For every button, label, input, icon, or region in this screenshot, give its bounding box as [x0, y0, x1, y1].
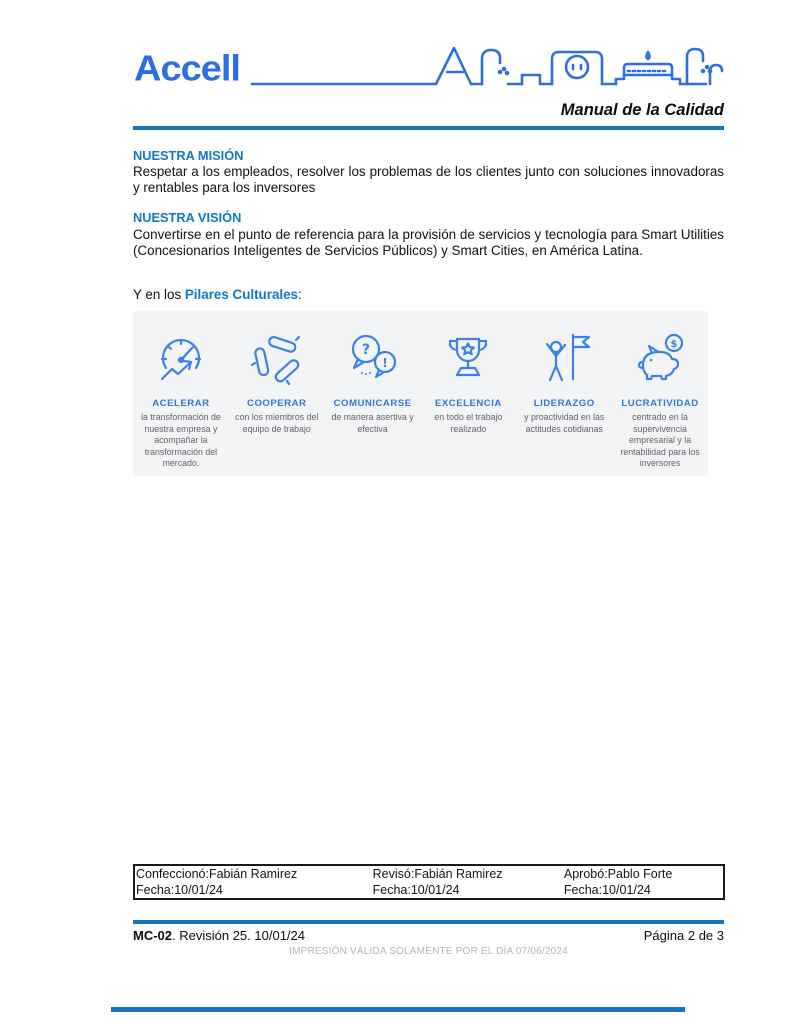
pillar-description: en todo el trabajo realizado	[434, 412, 503, 434]
hands-cooperation-icon	[249, 325, 305, 393]
table-row	[135, 866, 723, 882]
piggy-bank-icon	[632, 325, 688, 393]
pillar-title: COOPERAR	[247, 398, 307, 409]
fecha-label: Fecha:	[136, 883, 175, 897]
fecha-cell	[563, 882, 723, 898]
pillars-intro-highlight: Pilares Culturales	[184, 287, 299, 302]
pillar-description: y proactividad en las actitudes cotidianas	[524, 412, 605, 434]
pillar-liderazgo	[516, 325, 612, 435]
vision-body: Convertirse en el punto de referencia para la provisión de servicios y tecnología para Smart Utilities (Concesionarios Inteligentes de Servicios Públicos) y Smart Cities, en América Latina.	[133, 227, 724, 259]
pillar-excelencia	[420, 325, 516, 435]
svg-text:!: !	[381, 356, 388, 370]
aprobo-cell	[563, 866, 723, 882]
fecha-value: 10/01/24	[174, 883, 223, 897]
reviso-value: Fabián Ramirez	[414, 867, 503, 881]
person-flag-icon	[536, 325, 592, 393]
pillar-title: LIDERAZGO	[533, 398, 595, 409]
pillars-intro	[133, 287, 302, 302]
fecha-label: Fecha:	[372, 883, 411, 897]
pillar-title: COMUNICARSE	[333, 398, 412, 409]
reviso-cell	[372, 866, 563, 882]
cultural-pillars-panel	[133, 311, 708, 476]
page-indicator: Página 2 de 3	[643, 928, 724, 943]
pillars-intro-prefix: Y en los	[133, 287, 185, 302]
fecha-value: 10/01/24	[410, 883, 460, 897]
doc-code-line	[133, 928, 305, 943]
pillars-intro-suffix: :	[298, 287, 302, 302]
reviso-label: Revisó:	[372, 867, 415, 881]
speech-bubbles-icon	[345, 325, 401, 393]
aprobo-label: Aprobó:	[563, 867, 608, 881]
svg-text:?: ?	[361, 342, 370, 358]
revision-text: . Revisión 25. 10/01/24	[172, 928, 305, 943]
confecciono-cell	[135, 866, 372, 882]
pillar-title: LUCRATIVIDAD	[621, 398, 699, 409]
pillar-description: de manera asertiva y efectiva	[331, 412, 414, 434]
fecha-cell	[135, 882, 372, 898]
pillar-description: centrado en la supervivencia empresarial y la rentabilidad para los inversores	[620, 412, 700, 468]
header-rule	[133, 126, 724, 130]
pillar-lucratividad	[612, 325, 708, 470]
pillar-comunicarse	[325, 325, 421, 435]
fecha-label: Fecha:	[563, 883, 603, 897]
footer-rule	[133, 920, 724, 924]
pillar-acelerar	[133, 325, 229, 470]
svg-text:$: $	[670, 339, 678, 350]
doc-code: MC-02	[133, 928, 173, 943]
mission-heading: NUESTRA MISIÓN	[133, 148, 244, 163]
signature-table	[133, 864, 725, 900]
speedometer-growth-icon	[153, 325, 209, 393]
page-title: Manual de la Calidad	[560, 101, 724, 119]
confecciono-value: Fabián Ramirez	[208, 867, 298, 881]
trophy-star-icon	[440, 325, 496, 393]
fecha-value: 10/01/24	[602, 883, 651, 897]
utilities-line-art-icon	[250, 42, 724, 97]
pillar-description: la transformación de nuestra empresa y acompañar la transformación del mercado.	[141, 412, 221, 468]
mission-body: Respetar a los empleados, resolver los problemas de los clientes junto con soluciones innovadoras y rentables para los inversores	[133, 164, 724, 196]
confecciono-label: Confeccionó:	[136, 867, 209, 881]
bottom-rule	[111, 1007, 685, 1012]
table-row	[135, 882, 723, 898]
aprobo-value: Pablo Forte	[607, 867, 673, 881]
vision-heading: NUESTRA VISIÓN	[133, 210, 242, 225]
pillar-title: EXCELENCIA	[434, 398, 502, 409]
validity-note: IMPRESIÓN VÁLIDA SOLAMENTE POR EL DÍA 07/06/2024	[289, 946, 568, 957]
pillar-cooperar	[229, 325, 325, 435]
fecha-cell	[372, 882, 563, 898]
accell-logo: Accell	[134, 49, 240, 89]
footer	[133, 928, 724, 943]
pillar-title: ACELERAR	[152, 398, 210, 409]
pillar-description: con los miembros del equipo de trabajo	[235, 412, 319, 434]
